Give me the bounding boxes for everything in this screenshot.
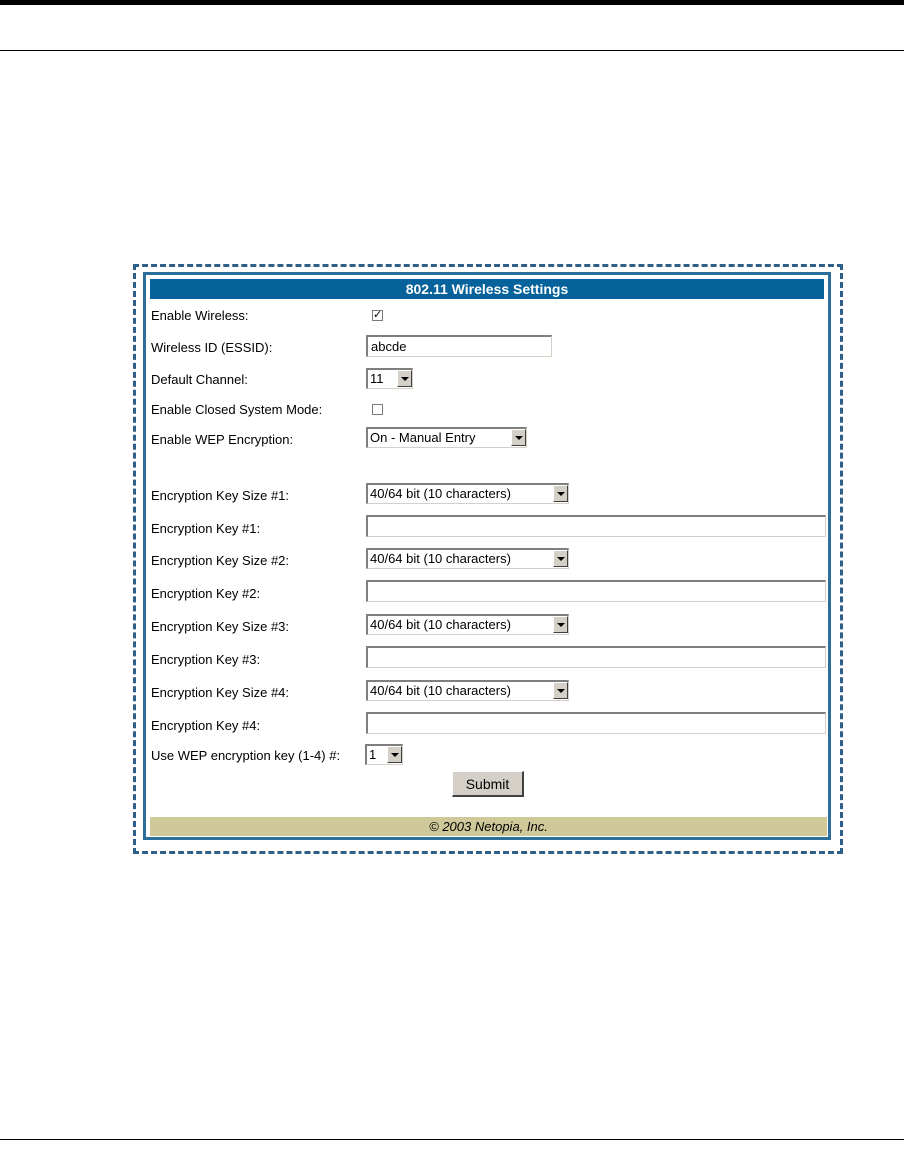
panel-title: 802.11 Wireless Settings (150, 279, 824, 299)
key-size-2-value: 40/64 bit (10 characters) (370, 551, 511, 566)
chevron-down-icon[interactable] (553, 550, 568, 567)
page-top-bar (0, 0, 904, 5)
key-size-3-value: 40/64 bit (10 characters) (370, 617, 511, 632)
closed-system-checkbox[interactable] (372, 404, 383, 415)
key-1-input[interactable] (366, 515, 826, 537)
checkmark-icon: ✓ (373, 309, 383, 321)
use-key-value: 1 (369, 747, 377, 762)
copyright-footer: © 2003 Netopia, Inc. (150, 817, 827, 836)
wep-encryption-value: On - Manual Entry (370, 430, 476, 445)
chevron-down-icon[interactable] (553, 616, 568, 633)
page-footer-rule (0, 1139, 904, 1140)
default-channel-value: 11 (370, 371, 384, 386)
wep-encryption-select[interactable] (366, 427, 527, 448)
key-size-3-select[interactable] (366, 614, 569, 635)
use-key-select[interactable] (365, 744, 403, 765)
default-channel-label: Default Channel: (151, 372, 248, 387)
key-size-1-label: Encryption Key Size #1: (151, 488, 290, 503)
chevron-down-icon[interactable] (397, 370, 412, 387)
key-size-1-select[interactable] (366, 483, 569, 504)
wireless-settings-panel (143, 272, 831, 840)
key-4-label: Encryption Key #4: (151, 718, 261, 733)
wep-encryption-label: Enable WEP Encryption: (151, 432, 294, 447)
closed-system-label: Enable Closed System Mode: (151, 402, 323, 417)
enable-wireless-checkbox[interactable] (372, 310, 383, 321)
key-size-4-select[interactable] (366, 680, 569, 701)
chevron-down-icon[interactable] (553, 485, 568, 502)
key-2-input[interactable] (366, 580, 826, 602)
key-2-label: Encryption Key #2: (151, 586, 261, 601)
page-header-rule (0, 50, 904, 51)
chevron-down-icon[interactable] (511, 429, 526, 446)
key-size-4-label: Encryption Key Size #4: (151, 685, 290, 700)
wireless-id-label: Wireless ID (ESSID): (151, 340, 273, 355)
key-size-2-label: Encryption Key Size #2: (151, 553, 290, 568)
key-size-1-value: 40/64 bit (10 characters) (370, 486, 511, 501)
default-channel-select[interactable] (366, 368, 413, 389)
enable-wireless-label: Enable Wireless: (151, 308, 249, 323)
chevron-down-icon[interactable] (387, 746, 402, 763)
chevron-down-icon[interactable] (553, 682, 568, 699)
key-3-input[interactable] (366, 646, 826, 668)
key-4-input[interactable] (366, 712, 826, 734)
key-1-label: Encryption Key #1: (151, 521, 261, 536)
key-size-3-label: Encryption Key Size #3: (151, 619, 290, 634)
wireless-id-input[interactable] (366, 335, 552, 357)
key-size-4-value: 40/64 bit (10 characters) (370, 683, 511, 698)
key-3-label: Encryption Key #3: (151, 652, 261, 667)
key-size-2-select[interactable] (366, 548, 569, 569)
use-key-label: Use WEP encryption key (1-4) #: (151, 748, 341, 763)
submit-button[interactable]: Submit (452, 771, 524, 797)
